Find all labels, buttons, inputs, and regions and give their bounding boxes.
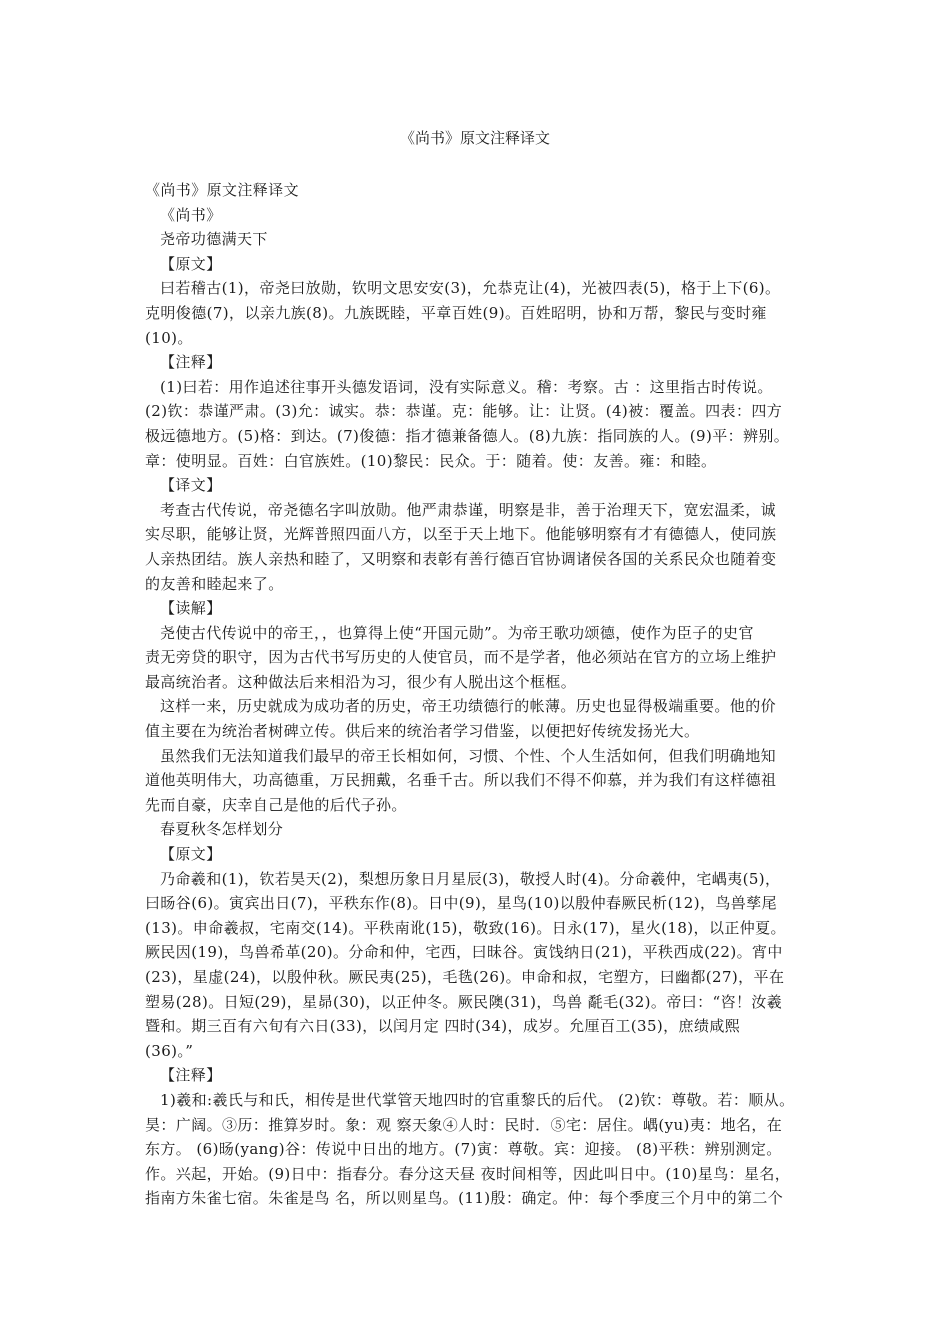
text-line: 考查古代传说，帝尧德名字叫放勋。他严肃恭谨，明察是非，善于治理天下，宽宏温柔，诚	[160, 500, 777, 519]
text-line: 值主要在为统治者树碑立传。供后来的统治者学习借鉴，以便把好传统发扬光大。	[145, 722, 700, 741]
text-line: 克明俊德(7)，以亲九族(8)。九族既睦，平章百姓(9)。百姓昭明，协和万帮，黎民与变时雍	[145, 303, 767, 322]
text-line: 【译文】	[160, 476, 222, 495]
text-line: 乃命羲和(1)，钦若昊天(2)，梨想历象日月星辰(3)，敬授人时(4)。分命羲仲，宅嵎夷(5)，	[160, 869, 781, 888]
text-line: 【原文】	[160, 254, 222, 273]
text-line: 东方。 (6)旸(yang)谷：传说中日出的地方。(7)寅：尊敬。宾：迎接。 (8)平秩：辨别测定。	[145, 1140, 782, 1159]
text-line: 1)羲和:羲氏与和氏，相传是世代掌管天地四时的官重黎氏的后代。 (2)钦：尊敬。若：顺从。	[160, 1090, 795, 1109]
text-line: 人亲热团结。族人亲热和睦了，又明察和表彰有善行德百官协调诸侯各国的关系民众也随着变	[145, 549, 777, 568]
text-line: 曰若稽古(1)，帝尧曰放勋，钦明文思安安(3)，允恭克让(4)，光被四表(5)，格于上下(6)。	[160, 279, 781, 298]
text-line: 塑易(28)。日短(29)，星昴(30)，以正仲冬。厥民隩(31)，鸟兽 氄毛(32)。帝曰：“咨！汝羲	[145, 992, 783, 1011]
text-line: 责无旁贷的职守，因为古代书写历史的人使官员，而不是学者，他必须站在官方的立场上维护	[145, 648, 777, 667]
text-line: (23)，星虚(24)，以殷仲秋。厥民夷(25)，毛毨(26)。申命和叔，宅塑方，曰幽都(27)，平在	[145, 968, 785, 986]
text-line: 这样一来，历史就成为成功者的历史，帝王功绩德行的帐薄。历史也显得极端重要。他的价	[160, 697, 777, 716]
text-line: 尧使古代传说中的帝王，，也算得上使“开国元勋”。为帝王歌功颂德，使作为臣子的史官	[160, 623, 754, 642]
page-title: 《尚书》原文注释译文	[399, 129, 550, 147]
text-line: 指南方朱雀七宿。朱雀是鸟 名，所以则星鸟。(11)殷：确定。仲：每个季度三个月中的第二个	[145, 1189, 784, 1208]
text-line: 尧帝功德满天下	[160, 230, 268, 249]
text-line: 春夏秋冬怎样划分	[160, 820, 284, 839]
text-line: 【注释】	[160, 353, 222, 372]
text-line: (13)。申命羲叔，宅南交(14)。平秩南讹(15)，敬致(16)。日永(17)，星火(18)，以正仲夏。	[145, 918, 786, 937]
text-line: 【读解】	[160, 599, 222, 618]
text-line: 暨和。期三百有六旬有六日(33)，以闰月定 四时(34)，成岁。允厘百工(35)，庶绩咸熙	[145, 1017, 741, 1036]
text-line: 道他英明伟大，功高德重，万民拥戴，名垂千古。所以我们不得不仰慕，并为我们有这样德祖	[145, 771, 777, 790]
text-line: 昊：广阔。③历：推算岁时。象：观 察天象④人时：民时．⑤宅：居住。嵎(yu)夷：地名，在	[145, 1115, 783, 1134]
text-line: 【原文】	[160, 845, 222, 864]
text-line: (2)钦：恭谨严肃。(3)允：诚实。恭：恭谨。克：能够。让：让贤。(4)被：覆盖。四表：四方	[145, 402, 783, 421]
text-line: 【注释】	[160, 1066, 222, 1085]
text-line: 实尽职，能够让贤，光辉普照四面八方，以至于天上地下。他能够明察有才有德德人，使同族	[145, 525, 777, 544]
text-line: 曰旸谷(6)。寅宾出日(7)，平秩东作(8)。日中(9)，星鸟(10)以殷仲春厥民析(12)，鸟兽孳尾	[145, 894, 777, 913]
text-line: 章：使明显。百姓：白官族姓。(10)黎民：民众。于：随着。使：友善。雍：和睦。	[145, 451, 717, 470]
text-line: (10)。	[145, 328, 193, 347]
text-line: 最高统治者。这种做法后来相沿为习，很少有人脱出这个框框。	[145, 672, 577, 691]
text-line: 《尚书》	[160, 205, 222, 224]
text-line: 《尚书》原文注释译文	[145, 181, 300, 199]
text-line: 作。兴起，开始。(9)日中：指春分。春分这天昼 夜时间相等，因此叫日中。(10)星鸟：星名，	[145, 1164, 791, 1183]
text-line: 厥民因(19)，鸟兽希革(20)。分命和仲，宅西，曰昧谷。寅饯纳日(21)，平秩西成(22)。宵中	[145, 943, 783, 962]
text-line: (1)曰若：用作追述往事开头德发语词，没有实际意义。稽：考察。古 ：这里指古时传说。	[160, 377, 773, 396]
text-line: 极远德地方。(5)格：到达。(7)俊德：指才德兼备德人。(8)九族：指同族的人。(9)平：辨别。	[145, 426, 790, 445]
text-line: (36)。”	[145, 1041, 194, 1060]
document-body	[145, 178, 817, 1211]
text-line: 先而自豪，庆幸自己是他的后代子孙。	[145, 795, 407, 814]
text-line: 虽然我们无法知道我们最早的帝王长相如何，习惯、个性、个人生活如何，但我们明确地知	[160, 746, 777, 765]
text-line: 的友善和睦起来了。	[145, 574, 284, 593]
